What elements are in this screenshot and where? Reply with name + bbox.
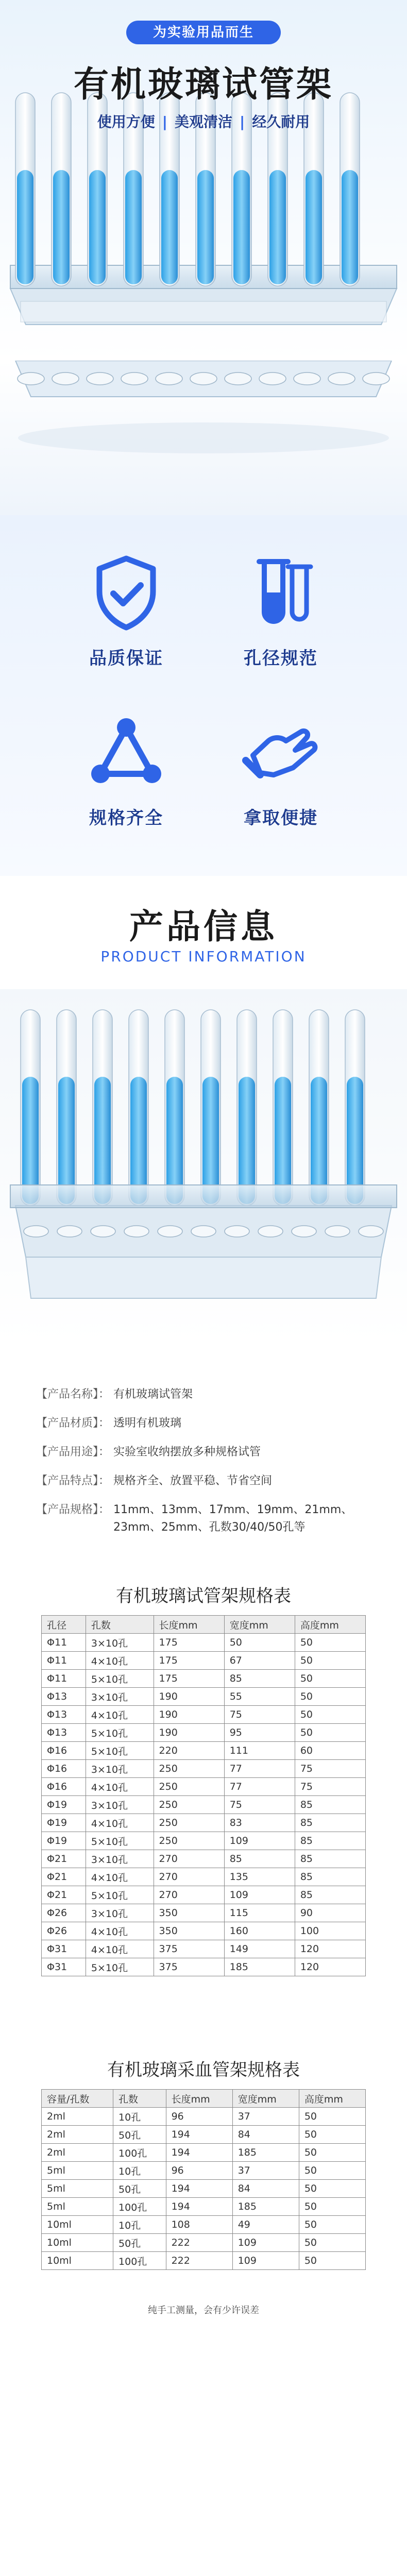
table-cell: Φ11 [42,1670,86,1688]
hero-feature: 美观清洁 [174,113,232,130]
hero-rack-image [0,0,407,361]
table-cell: 190 [154,1688,224,1706]
table1-title: 有机玻璃试管架规格表 [116,1586,291,1606]
table-cell: 3×10孔 [86,1850,154,1868]
table-cell: 10ml [42,2252,113,2270]
table-header-cell: 宽度mm [224,1616,295,1634]
rack-hole [191,1226,216,1237]
table-row [42,1760,366,1778]
rack-hole [91,1226,115,1237]
table-cell: 4×10孔 [86,1652,154,1670]
table-cell: Φ19 [42,1814,86,1832]
table-cell: 185 [232,2198,299,2216]
table-cell: Φ16 [42,1778,86,1796]
table-cell: 185 [232,2144,299,2162]
table-cell: Φ13 [42,1688,86,1706]
hero-badge: 为实验用品而生 [126,21,281,44]
table2-title: 有机玻璃采血管架规格表 [107,2060,300,2080]
feature-label: 拿取便捷 [244,808,318,828]
product-photo [0,989,407,1345]
table-cell: 50 [295,1652,365,1670]
table-cell: 85 [295,1796,365,1814]
table-row [42,1670,366,1688]
table-cell: 75 [224,1796,295,1814]
table-cell: Φ26 [42,1922,86,1940]
table-cell: 50 [299,2198,365,2216]
table-row [42,2216,366,2234]
table-row [42,2252,366,2270]
table-cell: 5ml [42,2180,113,2198]
table-cell: 50 [295,1688,365,1706]
table-header-cell: 孔径 [42,1616,86,1634]
table-header-cell: 高度mm [299,2090,365,2108]
table-cell: 5×10孔 [86,1832,154,1850]
table-cell: 85 [295,1850,365,1868]
table-row [42,2234,366,2252]
table-cell: 190 [154,1724,224,1742]
tube-liquid [306,170,322,284]
table-cell: 120 [295,1940,365,1958]
table-cell: 10ml [42,2234,113,2252]
table-row [42,1778,366,1796]
rack-hole [87,372,113,385]
feature-label: 品质保证 [89,648,163,669]
table-cell: 3×10孔 [86,1796,154,1814]
table-row [42,1850,366,1868]
table-row [42,1814,366,1832]
spec-row [36,1444,376,1461]
table-row [42,1868,366,1886]
table-cell: 250 [154,1778,224,1796]
table-cell: 5×10孔 [86,1886,154,1904]
table-cell: Φ31 [42,1940,86,1958]
table-cell: 5×10孔 [86,1958,154,1976]
table-header-row [42,1616,366,1634]
features-section [0,515,407,876]
spec-value: 11mm、13mm、17mm、19mm、21mm、23mm、25mm、孔数30/40/50孔等 [113,1503,353,1534]
table-cell: 85 [295,1832,365,1850]
table-cell: 4×10孔 [86,1922,154,1940]
table-header-cell: 孔数 [113,2090,166,2108]
table-cell: 85 [295,1886,365,1904]
table-cell: 250 [154,1796,224,1814]
table-cell: 3×10孔 [86,1634,154,1652]
table-cell: 50 [295,1634,365,1652]
hero-feature-line: 使用方便 | 美观清洁 | 经久耐用 [97,113,310,130]
table-cell: 75 [295,1778,365,1796]
table-header-row [42,2090,366,2108]
table-row [42,1940,366,1958]
hero-feature: 经久耐用 [252,113,310,130]
table-row [42,2126,366,2144]
spec-key: 【产品特点】： [36,1475,110,1487]
table-row [42,1724,366,1742]
table-cell: 84 [232,2126,299,2144]
table-cell: 250 [154,1814,224,1832]
table-cell: 77 [224,1778,295,1796]
table-row [42,2180,366,2198]
rack-hole [57,1226,82,1237]
table-cell: 4×10孔 [86,1940,154,1958]
rack-hole [225,372,251,385]
table-cell: 2ml [42,2108,113,2126]
table-cell: 37 [232,2108,299,2126]
table-cell: 50 [299,2234,365,2252]
hero-feature: 使用方便 [97,113,155,130]
rack-hole [258,1226,283,1237]
table-cell: Φ16 [42,1760,86,1778]
table-cell: 270 [154,1886,224,1904]
tube-liquid [53,170,70,284]
table-cell: 50孔 [113,2126,166,2144]
table-cell: 100 [295,1922,365,1940]
table-header-cell: 孔数 [86,1616,154,1634]
table-cell: 149 [224,1940,295,1958]
tube-liquid [269,170,286,284]
tube-liquid [17,170,33,284]
table-cell: 77 [224,1760,295,1778]
table-cell: 85 [295,1814,365,1832]
table-row [42,1796,366,1814]
feature-hole-size [204,551,358,690]
spec-value: 透明有机玻璃 [113,1417,182,1430]
table-cell: 108 [166,2216,232,2234]
network-triangle-icon [85,711,167,793]
table-cell: 10孔 [113,2216,166,2234]
table-cell: 50 [299,2144,365,2162]
table-cell: 10ml [42,2216,113,2234]
table-cell: 100孔 [113,2144,166,2162]
table-row [42,1886,366,1904]
table-cell: 350 [154,1904,224,1922]
table-cell: Φ11 [42,1652,86,1670]
table-row [42,1634,366,1652]
table-cell: 135 [224,1868,295,1886]
table-cell: 220 [154,1742,224,1760]
table-cell: 194 [166,2198,232,2216]
table-cell: 55 [224,1688,295,1706]
table-cell: 109 [224,1886,295,1904]
table-row [42,1652,366,1670]
hero-title: 有机玻璃试管架 [73,64,333,105]
table-cell: 194 [166,2180,232,2198]
table-header-cell: 长度mm [154,1616,224,1634]
table-cell: 50 [224,1634,295,1652]
rack-hole [359,1226,383,1237]
table-row [42,2198,366,2216]
rack-hole [190,372,217,385]
table-cell: 50孔 [113,2234,166,2252]
rack-hole [156,372,182,385]
table-cell: 270 [154,1868,224,1886]
table-cell: 4×10孔 [86,1814,154,1832]
rack-hole [225,1226,249,1237]
product-info-title: 产品信息 [129,907,278,946]
table-row [42,1958,366,1976]
table-row [42,1706,366,1724]
table-cell: 222 [166,2252,232,2270]
rack-hole [124,1226,149,1237]
table-cell: 60 [295,1742,365,1760]
table-row [42,2162,366,2180]
spec-row [36,1386,376,1403]
rack-hole [328,372,355,385]
table-cell: 4×10孔 [86,1868,154,1886]
product-info-subtitle: PRODUCT INFORMATION [100,948,307,965]
spec-value: 有机玻璃试管架 [113,1388,193,1401]
rack-hole [52,372,79,385]
spec-value: 实验室收纳摆放多种规格试管 [113,1446,261,1459]
spec-key: 【产品名称】： [36,1388,110,1401]
table-cell: Φ21 [42,1850,86,1868]
table-cell: 250 [154,1832,224,1850]
table-cell: Φ13 [42,1706,86,1724]
table-cell: 5×10孔 [86,1742,154,1760]
rack-hole [121,372,148,385]
rack-hole [18,372,44,385]
table-row [42,1688,366,1706]
table-cell: 50 [299,2108,365,2126]
rack-hole [259,372,286,385]
table-cell: 194 [166,2126,232,2144]
table-cell: 175 [154,1634,224,1652]
spec-row [36,1501,376,1536]
table-cell: 83 [224,1814,295,1832]
table-cell: 50 [299,2162,365,2180]
table-cell: 75 [224,1706,295,1724]
table-cell: Φ11 [42,1634,86,1652]
hero-section [0,0,407,361]
rack-hole [292,1226,316,1237]
table-cell: 50 [295,1670,365,1688]
spec-key: 【产品材质】： [36,1417,110,1430]
table-row [42,1922,366,1940]
table-header-cell: 容量/孔数 [42,2090,113,2108]
tube-liquid [89,170,106,284]
spec-table-test-tube-rack [41,1615,366,1976]
table-cell: 75 [295,1760,365,1778]
rack-hole [363,372,389,385]
table-cell: 120 [295,1958,365,1976]
table-header-cell: 高度mm [295,1616,365,1634]
hand-icon [240,711,322,793]
table-cell: 50 [299,2126,365,2144]
feature-label: 孔径规范 [244,648,318,669]
table-cell: 270 [154,1850,224,1868]
table-cell: 50 [299,2180,365,2198]
table-cell: 190 [154,1706,224,1724]
table-cell: Φ21 [42,1886,86,1904]
table-cell: Φ16 [42,1742,86,1760]
table-cell: 50 [299,2252,365,2270]
spec-list [36,1386,376,1548]
table-row [42,2144,366,2162]
table-cell: 85 [224,1670,295,1688]
table-cell: 50 [299,2216,365,2234]
table-cell: 50孔 [113,2180,166,2198]
spec-key: 【产品用途】： [36,1446,110,1459]
tube-liquid [233,170,250,284]
table-cell: Φ21 [42,1868,86,1886]
rack-hole [294,372,320,385]
table-cell: 3×10孔 [86,1760,154,1778]
table-cell: 10孔 [113,2162,166,2180]
table-cell: Φ13 [42,1724,86,1742]
table-cell: Φ19 [42,1832,86,1850]
table-cell: 50 [295,1724,365,1742]
tube-liquid [197,170,214,284]
shield-check-icon [85,551,167,634]
table-header-cell: 长度mm [166,2090,232,2108]
table-cell: 96 [166,2108,232,2126]
rack-hole [158,1226,182,1237]
tube-liquid [342,170,358,284]
table-cell: 109 [232,2252,299,2270]
table-cell: 3×10孔 [86,1688,154,1706]
table-row [42,1904,366,1922]
spec-row [36,1415,376,1432]
table-cell: 96 [166,2162,232,2180]
spec-table-blood-tube-rack [41,2089,366,2270]
table-cell: 95 [224,1724,295,1742]
table-cell: 50 [295,1706,365,1724]
table-cell: 160 [224,1922,295,1940]
table-cell: 84 [232,2180,299,2198]
table-cell: 5×10孔 [86,1670,154,1688]
table-cell: 67 [224,1652,295,1670]
spec-value: 规格齐全、放置平稳、节省空间 [113,1475,273,1487]
feature-label: 规格齐全 [89,808,163,828]
table-cell: Φ26 [42,1904,86,1922]
table-cell: 2ml [42,2126,113,2144]
test-tubes-icon [240,551,322,634]
table-cell: 350 [154,1922,224,1940]
rack-base-image [0,361,407,515]
table-cell: 10孔 [113,2108,166,2126]
table-cell: 5×10孔 [86,1724,154,1742]
table-cell: 2ml [42,2144,113,2162]
table-cell: 5ml [42,2162,113,2180]
table-cell: 4×10孔 [86,1778,154,1796]
rack-hole [24,1226,48,1237]
table-cell: 100孔 [113,2252,166,2270]
table-header-cell: 宽度mm [232,2090,299,2108]
feature-easy-grab [204,711,358,850]
tube-liquid [161,170,178,284]
table-cell: 222 [166,2234,232,2252]
table-cell: 111 [224,1742,295,1760]
table-cell: Φ31 [42,1958,86,1976]
table-row [42,1832,366,1850]
table-cell: 194 [166,2144,232,2162]
table-cell: 250 [154,1760,224,1778]
table-cell: 175 [154,1670,224,1688]
table-cell: 90 [295,1904,365,1922]
spec-key: 【产品规格】： [36,1503,110,1516]
rack-hole [325,1226,350,1237]
table-cell: 185 [224,1958,295,1976]
tube-liquid [125,170,142,284]
table-row [42,1742,366,1760]
table-cell: 109 [232,2234,299,2252]
table-cell: 5ml [42,2198,113,2216]
table-cell: 3×10孔 [86,1904,154,1922]
table-cell: 375 [154,1958,224,1976]
table-cell: 37 [232,2162,299,2180]
measurement-note: 纯手工测量，会有少许误差 [148,2305,259,2316]
table-cell: 85 [295,1868,365,1886]
hero-rack-base [0,361,407,515]
table-cell: 100孔 [113,2198,166,2216]
table-cell: 49 [232,2216,299,2234]
table-cell: 85 [224,1850,295,1868]
table-cell: 375 [154,1940,224,1958]
feature-sizes [49,711,204,850]
table-cell: Φ19 [42,1796,86,1814]
rack-photo-image [0,989,407,1345]
table-cell: 4×10孔 [86,1706,154,1724]
table-cell: 109 [224,1832,295,1850]
table-cell: 175 [154,1652,224,1670]
spec-row [36,1472,376,1490]
table-cell: 115 [224,1904,295,1922]
feature-quality [49,551,204,690]
table-row [42,2108,366,2126]
